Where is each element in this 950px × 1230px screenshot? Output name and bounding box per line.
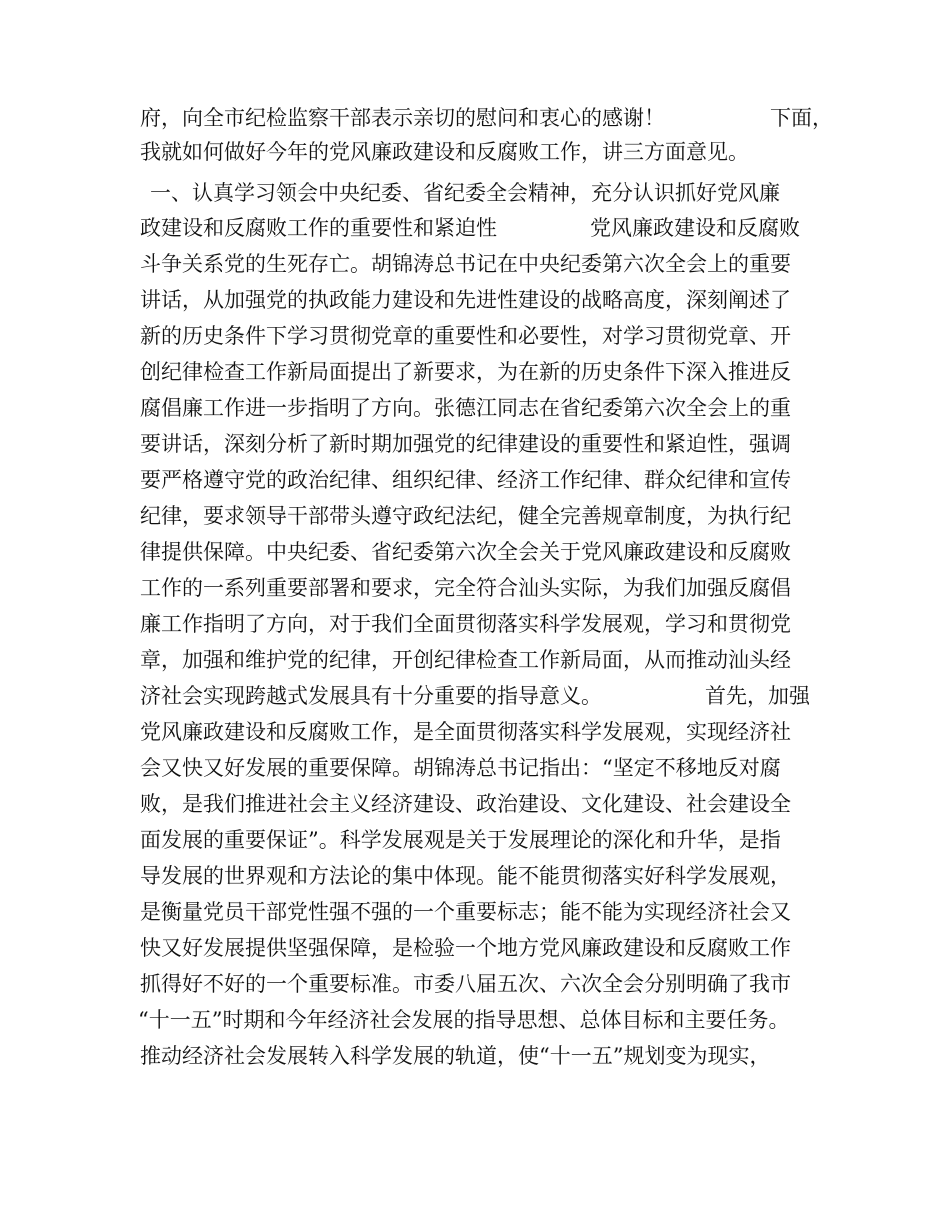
text-segment: 是衡量党员干部党性强不强的一个重要标志；能不能为实现经济社会又 [140,900,791,924]
text-line [0,391,950,425]
text-line [0,463,950,497]
text-segment: 纪律，要求领导干部带头遵守政纪法纪，健全完善规章制度，为执行纪 [140,504,791,528]
text-line [0,135,950,169]
text-segment: 要严格遵守党的政治纪律、组织纪律、经济工作纪律、群众纪律和宣传 [140,468,791,492]
text-segment: 章，加强和维护党的纪律，开创纪律检查工作新局面，从而推动汕头经 [140,648,791,672]
text-segment: 面发展的重要保证”。科学发展观是关于发展理论的深化和升华，是指 [140,828,781,852]
text-line [0,607,950,641]
text-segment: 党风廉政建设和反腐败 [590,216,800,240]
text-segment: 讲话，从加强党的执政能力建设和先进性建设的战略高度，深刻阐述了 [140,288,791,312]
text-segment: 腐倡廉工作进一步指明了方向。张德江同志在省纪委第六次全会上的重 [140,396,791,420]
text-segment: 斗争关系党的生死存亡。胡锦涛总书记在中央纪委第六次全会上的重要 [140,252,791,276]
text-line [0,715,950,749]
text-line [0,499,950,533]
text-segment: 政建设和反腐败工作的重要性和紧迫性 [140,216,497,240]
text-line [0,823,950,857]
text-line [0,679,950,713]
text-line [0,535,950,569]
text-segment: 创纪律检查工作新局面提出了新要求，为在新的历史条件下深入推进反 [140,360,791,384]
text-segment: 导发展的世界观和方法论的集中体现。能不能贯彻落实好科学发展观， [140,864,791,888]
text-segment: 济社会实现跨越式发展具有十分重要的指导意义。 [140,684,602,708]
text-segment: 律提供保障。中央纪委、省纪委第六次全会关于党风廉政建设和反腐败 [140,540,791,564]
text-line [0,895,950,929]
text-line [0,319,950,353]
text-segment: 一、认真学习领会中央纪委、省纪委全会精神，充分认识抓好党风廉 [150,181,780,205]
text-line [0,571,950,605]
text-segment: 府，向全市纪检监察干部表示亲切的慰问和衷心的感谢！ [140,106,665,130]
text-segment: 败，是我们推进社会主义经济建设、政治建设、文化建设、社会建设全 [140,792,791,816]
text-line [0,283,950,317]
text-line [0,859,950,893]
text-line [0,211,950,245]
text-segment: 抓得好不好的一个重要标准。市委八届五次、六次全会分别明确了我市 [140,972,791,996]
text-line [0,931,950,965]
text-segment: 推动经济社会发展转入科学发展的轨道，使“十一五”规划变为现实， [140,1044,771,1068]
text-line [0,643,950,677]
text-segment: 会又快又好发展的重要保障。胡锦涛总书记指出：“坚定不移地反对腐 [140,756,781,780]
text-segment: 快又好发展提供坚强保障，是检验一个地方党风廉政建设和反腐败工作 [140,936,791,960]
text-line [0,176,950,210]
text-segment: 要讲话，深刻分析了新时期加强党的纪律建设的重要性和紧迫性，强调 [140,432,791,456]
text-segment: 工作的一系列重要部署和要求，完全符合汕头实际，为我们加强反腐倡 [140,576,791,600]
text-line [0,427,950,461]
text-segment: “十一五”时期和今年经济社会发展的指导思想、总体目标和主要任务。 [138,1008,790,1032]
text-segment: 党风廉政建设和反腐败工作，是全面贯彻落实科学发展观，实现经济社 [140,720,791,744]
text-segment: 下面， [770,106,833,130]
text-line [0,101,950,135]
text-line [0,787,950,821]
text-segment: 新的历史条件下学习贯彻党章的重要性和必要性，对学习贯彻党章、开 [140,324,791,348]
text-line [0,247,950,281]
text-line [0,751,950,785]
text-line [0,355,950,389]
text-line [0,1003,950,1037]
text-line [0,1039,950,1073]
text-segment: 我就如何做好今年的党风廉政建设和反腐败工作，讲三方面意见。 [140,140,749,164]
text-line [0,967,950,1001]
text-segment: 首先，加强 [705,684,810,708]
text-segment: 廉工作指明了方向，对于我们全面贯彻落实科学发展观，学习和贯彻党 [140,612,791,636]
